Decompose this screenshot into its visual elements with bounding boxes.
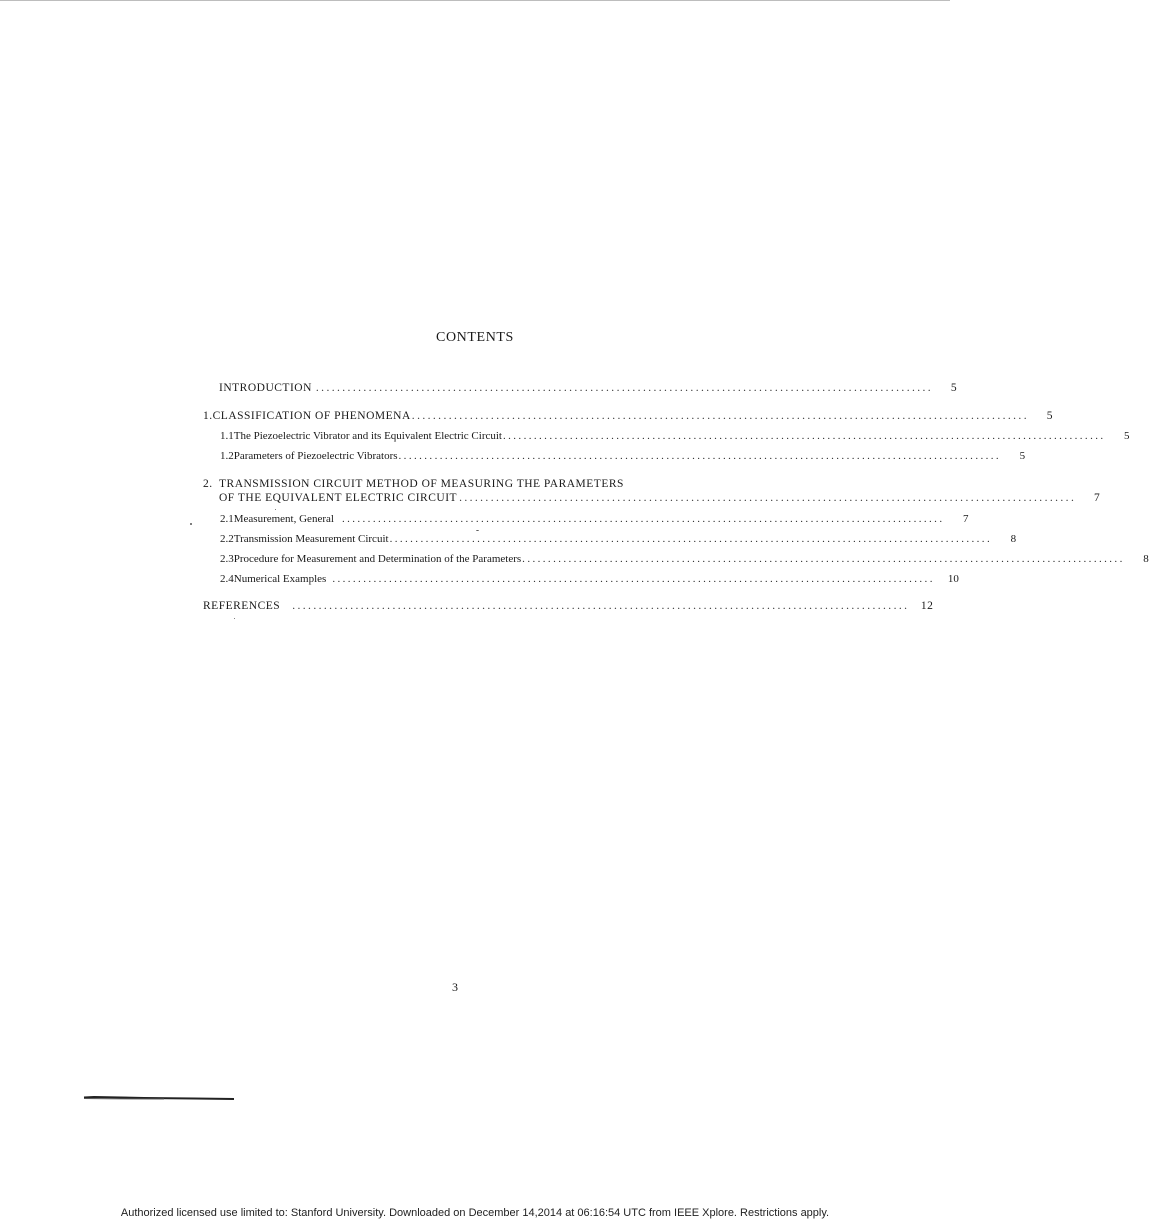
scan-speck (275, 509, 276, 510)
leader-dots: ..................................................................................................................... (459, 492, 1077, 504)
toc-entry-page: 5 (1124, 430, 1130, 442)
toc-entry-introduction (219, 382, 958, 394)
top-border-rule (0, 0, 950, 1)
leader-dots: ..................................................................................................................... (522, 553, 1125, 565)
toc-entry-number: 2.2 (220, 533, 234, 545)
leader-dots: ..................................................................................................................... (502, 430, 1106, 442)
toc-entry-label-line2: OF THE EQUIVALENT ELECTRIC CIRCUIT (219, 492, 458, 504)
toc-entry-section-1-1 (220, 430, 1130, 442)
toc-entry-number: 2.4 (220, 573, 234, 585)
leader-dots: ..................................................................................................................... (411, 410, 1029, 422)
toc-entry-references (203, 600, 934, 612)
toc-entry-label: Measurement, General (233, 513, 334, 525)
toc-entry-page: 12 (920, 600, 934, 612)
toc-entry-number: 2. (203, 478, 213, 490)
toc-entry-label: Numerical Examples (233, 573, 327, 585)
toc-entry-section-2 (219, 492, 1101, 504)
toc-entry-number: 2.3 (220, 553, 234, 565)
leader-dots: ..................................................................................................................... (398, 450, 1002, 462)
scan-speck (476, 530, 479, 531)
leader-dots: ..................................................................................................................... (292, 600, 910, 612)
toc-entry-number: 1.1 (220, 430, 234, 442)
toc-entry-label: INTRODUCTION (219, 382, 312, 394)
toc-entry-label: CLASSIFICATION OF PHENOMENA (212, 410, 411, 422)
toc-entry-page: 5 (950, 382, 958, 394)
leader-dots: ..................................................................................................................... (315, 382, 934, 394)
toc-entry-page: 7 (1094, 492, 1101, 504)
toc-entry-page: 5 (1046, 410, 1053, 422)
toc-entry-label: The Piezoelectric Vibrator and its Equivalent Electric Circuit (233, 430, 502, 442)
footer-license-notice: Authorized licensed use limited to: Stanford University. Downloaded on December 14,2014 at 06:16:54 UTC from IEEE Xplore. Restrictions apply. (120, 1207, 830, 1219)
toc-entry-section-1-2 (220, 450, 1026, 462)
toc-entry-label: Procedure for Measurement and Determination of the Parameters (233, 553, 522, 565)
scan-speck (234, 618, 235, 619)
toc-entry-number: 1. (203, 410, 213, 422)
contents-heading: CONTENTS (436, 330, 514, 345)
toc-entry-page: 5 (1019, 450, 1026, 462)
scan-artifact-stroke (84, 1096, 234, 1100)
toc-entry-page: 10 (947, 573, 959, 585)
toc-entry-number: 2.1 (220, 513, 234, 525)
toc-entry-section-1 (203, 410, 1053, 422)
leader-dots: ..................................................................................................................... (341, 513, 945, 525)
toc-entry-page: 8 (1010, 533, 1017, 545)
toc-entry-label: Transmission Measurement Circuit (233, 533, 389, 545)
toc-entry-section-2-3 (220, 553, 1149, 565)
scan-speck (190, 523, 192, 525)
leader-dots: ..................................................................................................................... (389, 533, 993, 545)
page-number: 3 (452, 980, 458, 994)
toc-entry-page: 8 (1143, 553, 1149, 565)
toc-entry-label: Parameters of Piezoelectric Vibrators (233, 450, 398, 462)
toc-entry-number: 1.2 (220, 450, 234, 462)
toc-entry-page: 7 (963, 513, 969, 525)
toc-entry-section-2-line1 (203, 478, 624, 490)
toc-entry-section-2-1 (220, 513, 969, 525)
leader-dots: ..................................................................................................................... (332, 573, 935, 585)
toc-entry-label: REFERENCES (203, 600, 281, 612)
toc-entry-section-2-2 (220, 533, 1017, 545)
toc-entry-label-line1: TRANSMISSION CIRCUIT METHOD OF MEASURING THE PARAMETERS (219, 478, 624, 490)
toc-entry-section-2-4 (220, 573, 959, 585)
